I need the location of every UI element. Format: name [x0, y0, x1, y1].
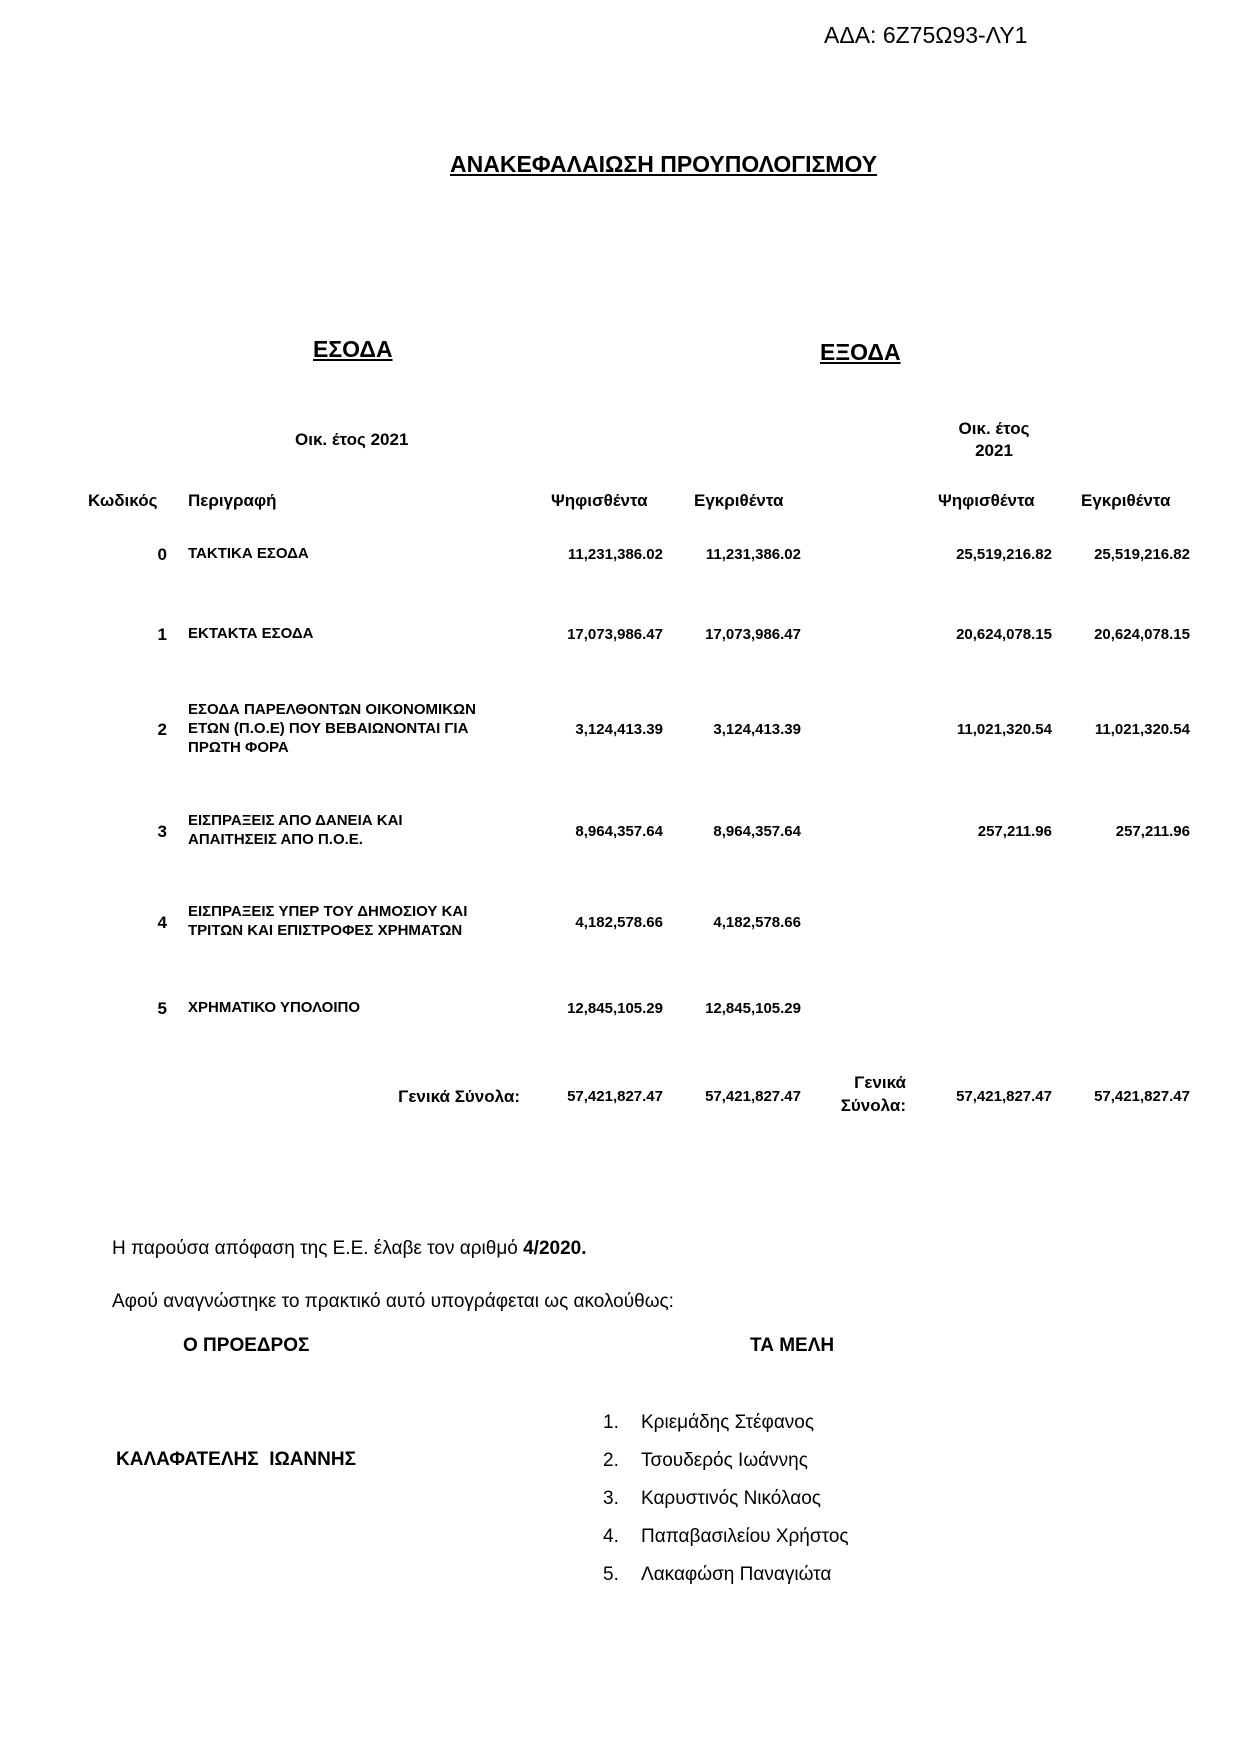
expenses-totals-label-line1: Γενικά [854, 1073, 906, 1092]
column-header-code: Κωδικός [88, 491, 158, 510]
row-voted: 3,124,413.39 [575, 721, 663, 738]
row-expenses-voted: 20,624,078.15 [956, 626, 1052, 643]
decision-text: Η παρούσα απόφαση της Ε.Ε. έλαβε τον αριθμό [112, 1238, 524, 1259]
row-code: 5 [157, 999, 167, 1018]
row-code: 4 [157, 913, 167, 932]
column-header-expenses-voted: Ψηφισθέντα [938, 491, 1035, 510]
row-approved: 3,124,413.39 [713, 721, 801, 738]
row-description: ΧΡΗΜΑΤΙΚΟ ΥΠΟΛΟΙΠΟ [188, 999, 361, 1016]
member-index: 4. [603, 1526, 619, 1547]
expenses-year-label-line2: 2021 [975, 441, 1013, 460]
member-name: Καρυστινός Νικόλαος [641, 1488, 821, 1509]
row-description: ΕΙΣΠΡΑΞΕΙΣ ΑΠΟ ΔΑΝΕΙΑ ΚΑΙ ΑΠΑΙΤΗΣΕΙΣ ΑΠΟ Π.Ο.Ε. [188, 812, 403, 848]
row-voted: 11,231,386.02 [567, 546, 663, 563]
member-name: Τσουδερός Ιωάννης [641, 1450, 808, 1471]
row-expenses-voted: 25,519,216.82 [956, 546, 1052, 563]
row-approved: 17,073,986.47 [705, 626, 801, 643]
members-heading: ΤΑ ΜΕΛΗ [750, 1335, 835, 1356]
row-voted: 8,964,357.64 [575, 823, 663, 840]
member-index: 3. [603, 1488, 619, 1509]
row-code: 1 [157, 625, 167, 644]
totals-expenses-approved: 57,421,827.47 [1094, 1088, 1190, 1105]
signing-statement: Αφού αναγνώστηκε το πρακτικό αυτό υπογράφεται ως ακολούθως: [112, 1291, 674, 1312]
member-index: 2. [603, 1450, 619, 1471]
member-name: Λακαφώση Παναγιώτα [641, 1564, 832, 1585]
row-expenses-approved: 11,021,320.54 [1094, 721, 1190, 738]
member-index: 5. [603, 1564, 619, 1585]
expenses-heading: ΕΞΟΔΑ [820, 339, 901, 365]
list-item [603, 1450, 808, 1472]
row-expenses-approved: 20,624,078.15 [1094, 626, 1190, 643]
row-description: ΕΚΤΑΚΤΑ ΕΣΟΔΑ [188, 625, 314, 642]
row-expenses-voted: 11,021,320.54 [956, 721, 1052, 738]
row-description: ΕΣΟΔΑ ΠΑΡΕΛΘΟΝΤΩΝ ΟΙΚΟΝΟΜΙΚΩΝ ΕΤΩΝ (Π.Ο.Ε) ΠΟΥ ΒΕΒΑΙΩΝΟΝΤΑΙ ΓΙΑ ΠΡΩΤΗ ΦΟΡΑ [188, 701, 476, 756]
column-header-voted: Ψηφισθέντα [551, 491, 648, 510]
member-index: 1. [603, 1412, 619, 1433]
row-approved: 12,845,105.29 [705, 1000, 801, 1017]
member-name: Κριεμάδης Στέφανος [641, 1412, 815, 1433]
totals-label: Γενικά Σύνολα: [398, 1087, 520, 1106]
row-description: ΤΑΚΤΙΚΑ ΕΣΟΔΑ [188, 545, 309, 562]
row-approved: 8,964,357.64 [713, 823, 801, 840]
column-header-approved: Εγκριθέντα [694, 491, 784, 510]
decision-number: 4/2020. [523, 1238, 587, 1259]
list-item [603, 1564, 831, 1586]
row-expenses-voted: 257,211.96 [977, 823, 1052, 840]
row-code: 3 [157, 822, 167, 841]
row-code: 0 [157, 545, 167, 564]
row-voted: 17,073,986.47 [567, 626, 663, 643]
row-expenses-approved: 25,519,216.82 [1094, 546, 1190, 563]
expenses-year-label-line1: Οικ. έτος [958, 419, 1030, 438]
row-code: 2 [157, 720, 167, 739]
totals-expenses-voted: 57,421,827.47 [956, 1088, 1052, 1105]
list-item [603, 1488, 821, 1510]
president-name: ΚΑΛΑΦΑΤΕΛΗΣ ΙΩΑΝΝΗΣ [116, 1449, 356, 1470]
ada-code: ΑΔΑ: 6Ζ75Ω93-ΛΥ1 [824, 22, 1028, 48]
row-approved: 11,231,386.02 [705, 546, 801, 563]
decision-statement [112, 1238, 587, 1260]
list-item [603, 1412, 814, 1434]
row-approved: 4,182,578.66 [713, 914, 801, 931]
revenue-heading: ΕΣΟΔΑ [313, 336, 393, 362]
totals-voted: 57,421,827.47 [567, 1088, 663, 1105]
column-header-expenses-approved: Εγκριθέντα [1081, 491, 1171, 510]
member-name: Παπαβασιλείου Χρήστος [641, 1526, 849, 1547]
row-voted: 12,845,105.29 [567, 1000, 663, 1017]
list-item [603, 1526, 849, 1548]
row-description: ΕΙΣΠΡΑΞΕΙΣ ΥΠΕΡ ΤΟΥ ΔΗΜΟΣΙΟΥ ΚΑΙ ΤΡΙΤΩΝ ΚΑΙ ΕΠΙΣΤΡΟΦΕΣ ΧΡΗΜΑΤΩΝ [188, 903, 468, 939]
president-heading: Ο ΠΡΟΕΔΡΟΣ [183, 1335, 310, 1356]
totals-approved: 57,421,827.47 [705, 1088, 801, 1105]
column-header-description: Περιγραφή [188, 491, 277, 510]
document-title: ΑΝΑΚΕΦΑΛΑΙΩΣΗ ΠΡΟΥΠΟΛΟΓΙΣΜΟΥ [450, 151, 878, 177]
expenses-totals-label-line2: Σύνολα: [840, 1096, 906, 1115]
revenue-year-label: Οικ. έτος 2021 [295, 430, 409, 449]
row-expenses-approved: 257,211.96 [1115, 823, 1190, 840]
row-voted: 4,182,578.66 [575, 914, 663, 931]
